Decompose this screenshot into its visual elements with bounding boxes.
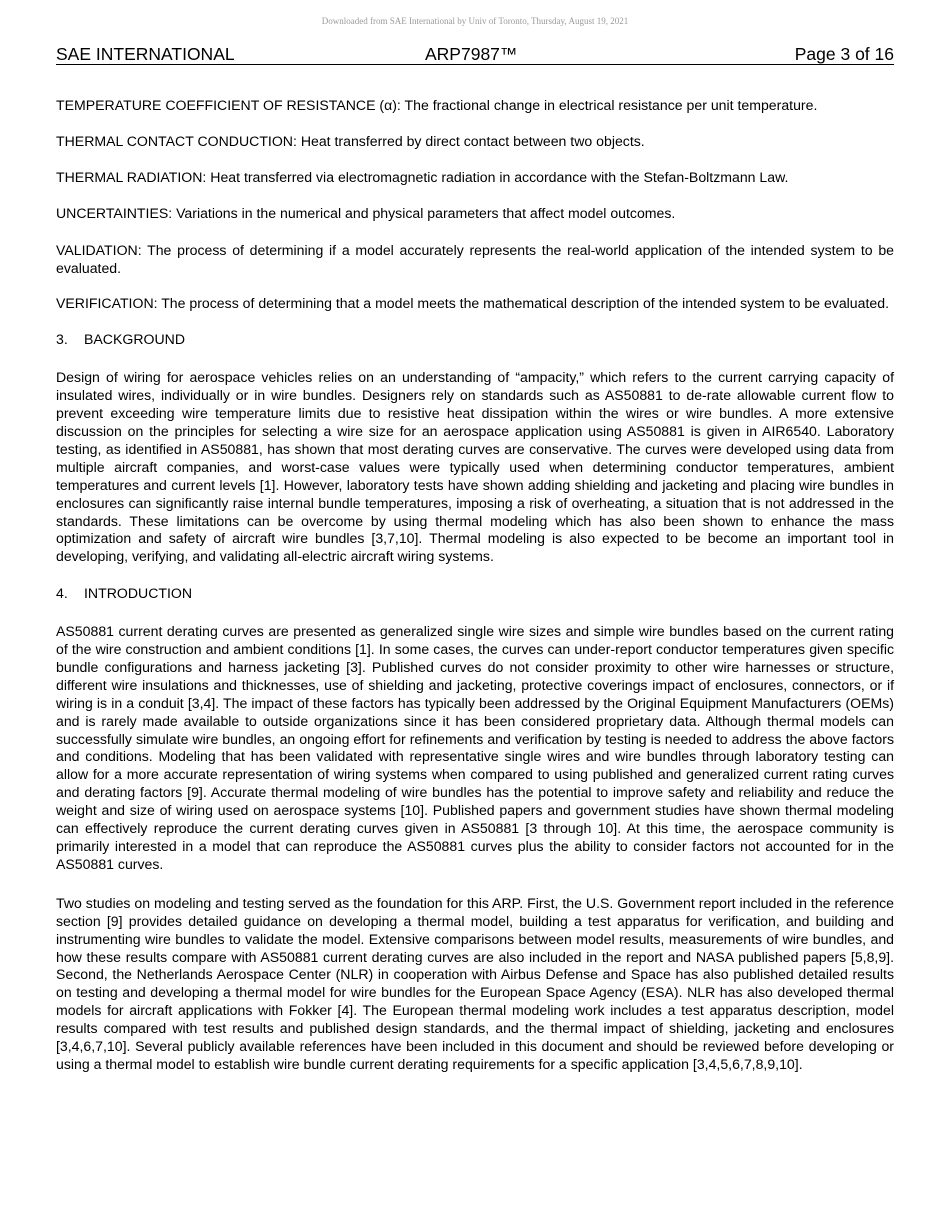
definition-validation: VALIDATION: The process of determining if a model accurately represents the real-world application of the intended system to be evaluated. <box>56 241 894 276</box>
section-heading-introduction <box>56 585 894 603</box>
definition-uncertainties: UNCERTAINTIES: Variations in the numerical and physical parameters that affect model outcomes. <box>56 204 676 221</box>
header-organization: SAE INTERNATIONAL <box>56 44 235 64</box>
section-heading-background <box>56 331 894 349</box>
definition-thermal-contact-conduction: THERMAL CONTACT CONDUCTION: Heat transferred by direct contact between two objects. <box>56 132 645 149</box>
introduction-paragraph-2: Two studies on modeling and testing served as the foundation for this ARP. First, the U.S. Government report included in the reference section [9] provides detailed guidance on developing a thermal model, building a test apparatus for verification, and building and instrumenting wire bundles to validate the model. Extensive comparisons between model results, measurements of wire bundles, and how these results compare with AS50881 current derating curves are also included in the report and NASA published papers [5,8,9]. Second, the Netherlands Aerospace Center (NLR) in cooperation with Airbus Defense and Space has also published detailed results on testing and developing a thermal model for wire bundles for the European Space Agency (ESA). NLR has also developed thermal models for aircraft applications with Fokker [4]. The European thermal modeling work includes a test apparatus description, model results compared with test results and published design standards, and the thermal impact of shielding, jacketing and enclosures [3,4,6,7,10]. Several publicly available references have been included in this document and should be reviewed before developing or using a thermal model to establish wire bundle current derating requirements for a specific application [3,4,5,6,7,8,9,10]. <box>56 894 894 1072</box>
download-watermark: Downloaded from SAE International by Univ of Toronto, Thursday, August 19, 2021 <box>321 16 629 26</box>
header-page-number: Page 3 of 16 <box>794 44 894 64</box>
section-title: INTRODUCTION <box>84 585 193 602</box>
header-document-number: ARP7987™ <box>425 44 518 64</box>
document-body <box>56 97 894 1074</box>
section-title: BACKGROUND <box>84 331 186 348</box>
introduction-paragraph-1: AS50881 current derating curves are presented as generalized single wire sizes and simple wire bundles based on the current rating of the wire construction and ambient conditions [1]. In some cases, the curves can under-report conductor temperatures given specific bundle configurations and harness jacketing [3]. Published curves do not consider proximity to other wire harnesses or structure, different wire insulations and thicknesses, use of shielding and jacketing, protective coverings impact of enclosures, connectors, or if wiring is in a conduit [3,4]. The impact of these factors has typically been addressed by the Original Equipment Manufacturers (OEMs) and is rarely made available to outside organizations since it has been considered proprietary data. Although thermal models can successfully simulate wire bundles, an ongoing effort for refinements and verification by testing is needed to address the above factors and conditions. Modeling that has been validated with representative single wires and wire bundles through laboratory testing can allow for a more accurate representation of wiring systems when compared to using published and generalized current rating curves and derating factors [9]. Accurate thermal modeling of wire bundles has the potential to improve safety and reliability and reduce the weight and size of wiring used on aerospace systems [10]. Published papers and government studies have shown thermal modeling can effectively reproduce the current derating curves given in AS50881 [3 through 10]. At this time, the aerospace community is primarily interested in a model that can reproduce the AS50881 curves plus the ability to consider factors not accounted for in the AS50881 curves. <box>56 623 894 872</box>
section-number: 3. <box>56 331 68 348</box>
section-number: 4. <box>56 585 68 602</box>
definition-temperature-coefficient: TEMPERATURE COEFFICIENT OF RESISTANCE (α): The fractional change in electrical resistance per unit temperature. <box>56 97 818 113</box>
background-paragraph: Design of wiring for aerospace vehicles relies on an understanding of “ampacity,” which refers to the current carrying capacity of insulated wires, individually or in wire bundles. Designers rely on standards such as AS50881 to de-rate allowable current flow to prevent exceeding wire temperature limits due to resistive heat dissipation within the wires or wire bundles. A more extensive discussion on the principles for selecting a wire size for an aerospace application using AS50881 is given in AIR6540. Laboratory testing, as identified in AS50881, has shown that most derating curves are conservative. The curves were developed using data from multiple aircraft companies, and worst-case values were typically used when determining conductor temperatures, ambient temperatures and current levels [1]. However, laboratory tests have shown adding shielding and jacketing and placing wire bundles in enclosures can significantly raise internal bundle temperatures, imposing a risk of overheating, a situation that is not addressed in the standards. These limitations can be overcome by using thermal modeling which has also been shown to enhance the mass optimization and safety of aircraft wire bundles [3,7,10]. Thermal modeling is also expected to be become an important tool in developing, verifying, and validating all-electric aircraft wiring systems. <box>56 369 894 565</box>
definition-thermal-radiation: THERMAL RADIATION: Heat transferred via electromagnetic radiation in accordance with the Stefan-Boltzmann Law. <box>56 168 789 185</box>
definition-verification: VERIFICATION: The process of determining that a model meets the mathematical description of the intended system to be evaluated. <box>56 295 889 312</box>
page-header <box>56 44 894 65</box>
